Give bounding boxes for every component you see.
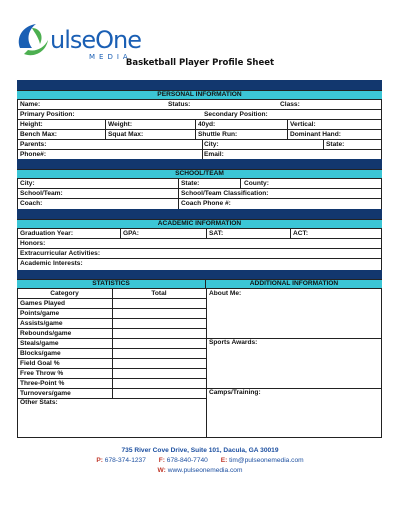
sports-awards-field[interactable]: Sports Awards:: [209, 339, 258, 346]
footer-fax: 678-840-7740: [166, 457, 208, 464]
email-label: E:: [220, 457, 228, 464]
form-row: [17, 199, 382, 209]
form-row: [17, 179, 382, 189]
stat-total-input[interactable]: [113, 309, 205, 318]
name-field[interactable]: Name:: [20, 101, 41, 108]
personal-info-header: PERSONAL INFORMATION: [17, 90, 382, 100]
other-stats-field[interactable]: Other Stats:: [20, 399, 58, 406]
column-divider: [112, 289, 113, 398]
logo-wordmark: ulseOne: [50, 26, 142, 54]
coach-field[interactable]: Coach:: [20, 200, 43, 207]
section-divider: [17, 270, 382, 279]
stat-category: Blocks/game: [20, 350, 61, 357]
stat-total-input[interactable]: [113, 379, 205, 388]
class-field[interactable]: Class:: [280, 101, 300, 108]
column-divider: [240, 179, 241, 189]
stat-category: Three-Point %: [20, 380, 65, 387]
academic-info-header: ACADEMIC INFORMATION: [17, 219, 382, 229]
vertical-field[interactable]: Vertical:: [290, 121, 316, 128]
column-divider: [323, 140, 324, 150]
school-state-field[interactable]: State:: [181, 180, 200, 187]
footer-web: [0, 466, 400, 476]
footer-phone: 678-374-1237: [104, 457, 146, 464]
form-row: [17, 150, 382, 159]
coach-phone-field[interactable]: Coach Phone #:: [181, 200, 231, 207]
column-divider: [287, 120, 288, 140]
camps-training-field[interactable]: Camps/Training:: [209, 389, 261, 396]
form-row: [17, 229, 382, 239]
form-row: [17, 100, 382, 110]
school-city-field[interactable]: City:: [20, 180, 35, 187]
logo-mark-icon: [14, 18, 54, 62]
stat-category: Free Throw %: [20, 370, 64, 377]
squat-max-field[interactable]: Squat Max:: [108, 131, 144, 138]
logo-subtitle: MEDIA: [89, 53, 132, 61]
column-divider: [206, 289, 207, 438]
column-divider: [206, 229, 207, 239]
stat-category: Turnovers/game: [20, 390, 71, 397]
stat-total-input[interactable]: [113, 319, 205, 328]
stat-category: Field Goal %: [20, 360, 60, 367]
stat-category: Steals/game: [20, 340, 59, 347]
stat-total-input[interactable]: [113, 329, 205, 338]
form-row: [17, 239, 382, 249]
category-column-header: Category: [50, 290, 79, 297]
honors-field[interactable]: Honors:: [20, 240, 46, 247]
stat-category: Points/game: [20, 310, 60, 317]
footer-email-link[interactable]: tim@pulseonemedia.com: [229, 457, 304, 464]
state-field[interactable]: State:: [326, 141, 345, 148]
form-row: [17, 189, 382, 199]
column-divider: [120, 229, 121, 239]
column-divider: [202, 140, 203, 159]
stat-category: Assists/game: [20, 320, 63, 327]
stat-total-input[interactable]: [113, 349, 205, 358]
stat-category: Rebounds/game: [20, 330, 72, 337]
academic-interests-field[interactable]: Academic Interests:: [20, 260, 83, 267]
company-logo: [14, 18, 154, 62]
parents-field[interactable]: Parents:: [20, 141, 47, 148]
status-field[interactable]: Status:: [168, 101, 191, 108]
stat-total-input[interactable]: [113, 369, 205, 378]
footer-contacts: [0, 456, 400, 466]
column-divider: [178, 179, 179, 209]
weight-field[interactable]: Weight:: [108, 121, 133, 128]
document-title: Basketball Player Profile Sheet: [125, 58, 275, 68]
total-column-header: Total: [151, 290, 167, 297]
county-field[interactable]: County:: [244, 180, 269, 187]
column-divider: [195, 120, 196, 140]
phone-field[interactable]: Phone#:: [20, 151, 47, 158]
school-team-header: SCHOOL/TEAM: [17, 169, 382, 179]
web-label: W:: [157, 467, 166, 474]
gpa-field[interactable]: GPA:: [123, 230, 139, 237]
form-row: [17, 130, 382, 140]
footer-web-link[interactable]: www.pulseonemedia.com: [167, 467, 243, 474]
stat-total-input[interactable]: [113, 389, 205, 398]
stat-total-input[interactable]: [113, 359, 205, 368]
city-field[interactable]: City:: [204, 141, 219, 148]
about-me-field[interactable]: About Me:: [209, 290, 242, 297]
phone-label: P:: [96, 457, 103, 464]
stat-total-input[interactable]: [113, 339, 205, 348]
form-row: [17, 110, 382, 120]
form-row: [17, 259, 382, 270]
bench-max-field[interactable]: Bench Max:: [20, 131, 58, 138]
primary-position-field[interactable]: Primary Position:: [20, 111, 75, 118]
statistics-header: STATISTICS: [17, 279, 206, 289]
column-divider: [105, 120, 106, 140]
section-divider: [17, 209, 382, 219]
stat-total-input[interactable]: [113, 299, 205, 308]
footer-address: 735 River Cove Drive, Suite 101, Dacula, GA 30019: [121, 447, 279, 454]
secondary-position-field[interactable]: Secondary Position:: [204, 111, 268, 118]
additional-info-header: ADDITIONAL INFORMATION: [206, 279, 382, 289]
act-field[interactable]: ACT:: [293, 230, 309, 237]
sat-field[interactable]: SAT:: [209, 230, 224, 237]
height-field[interactable]: Height:: [20, 121, 43, 128]
extracurricular-field[interactable]: Extracurricular Activities:: [20, 250, 101, 257]
graduation-year-field[interactable]: Graduation Year:: [20, 230, 74, 237]
forty-yard-field[interactable]: 40yd:: [198, 121, 216, 128]
column-divider: [290, 229, 291, 239]
form-row: [17, 249, 382, 259]
section-divider: [17, 80, 382, 90]
stat-category: Games Played: [20, 300, 66, 307]
school-team-field[interactable]: School/Team:: [20, 190, 63, 197]
section-divider: [17, 159, 382, 169]
fax-label: F:: [158, 457, 165, 464]
classification-field[interactable]: School/Team Classification:: [181, 190, 269, 197]
form-row: [17, 140, 382, 150]
dominant-hand-field[interactable]: Dominant Hand:: [290, 131, 341, 138]
form-row: [17, 120, 382, 130]
email-field[interactable]: Email:: [204, 151, 224, 158]
shuttle-run-field[interactable]: Shuttle Run:: [198, 131, 238, 138]
